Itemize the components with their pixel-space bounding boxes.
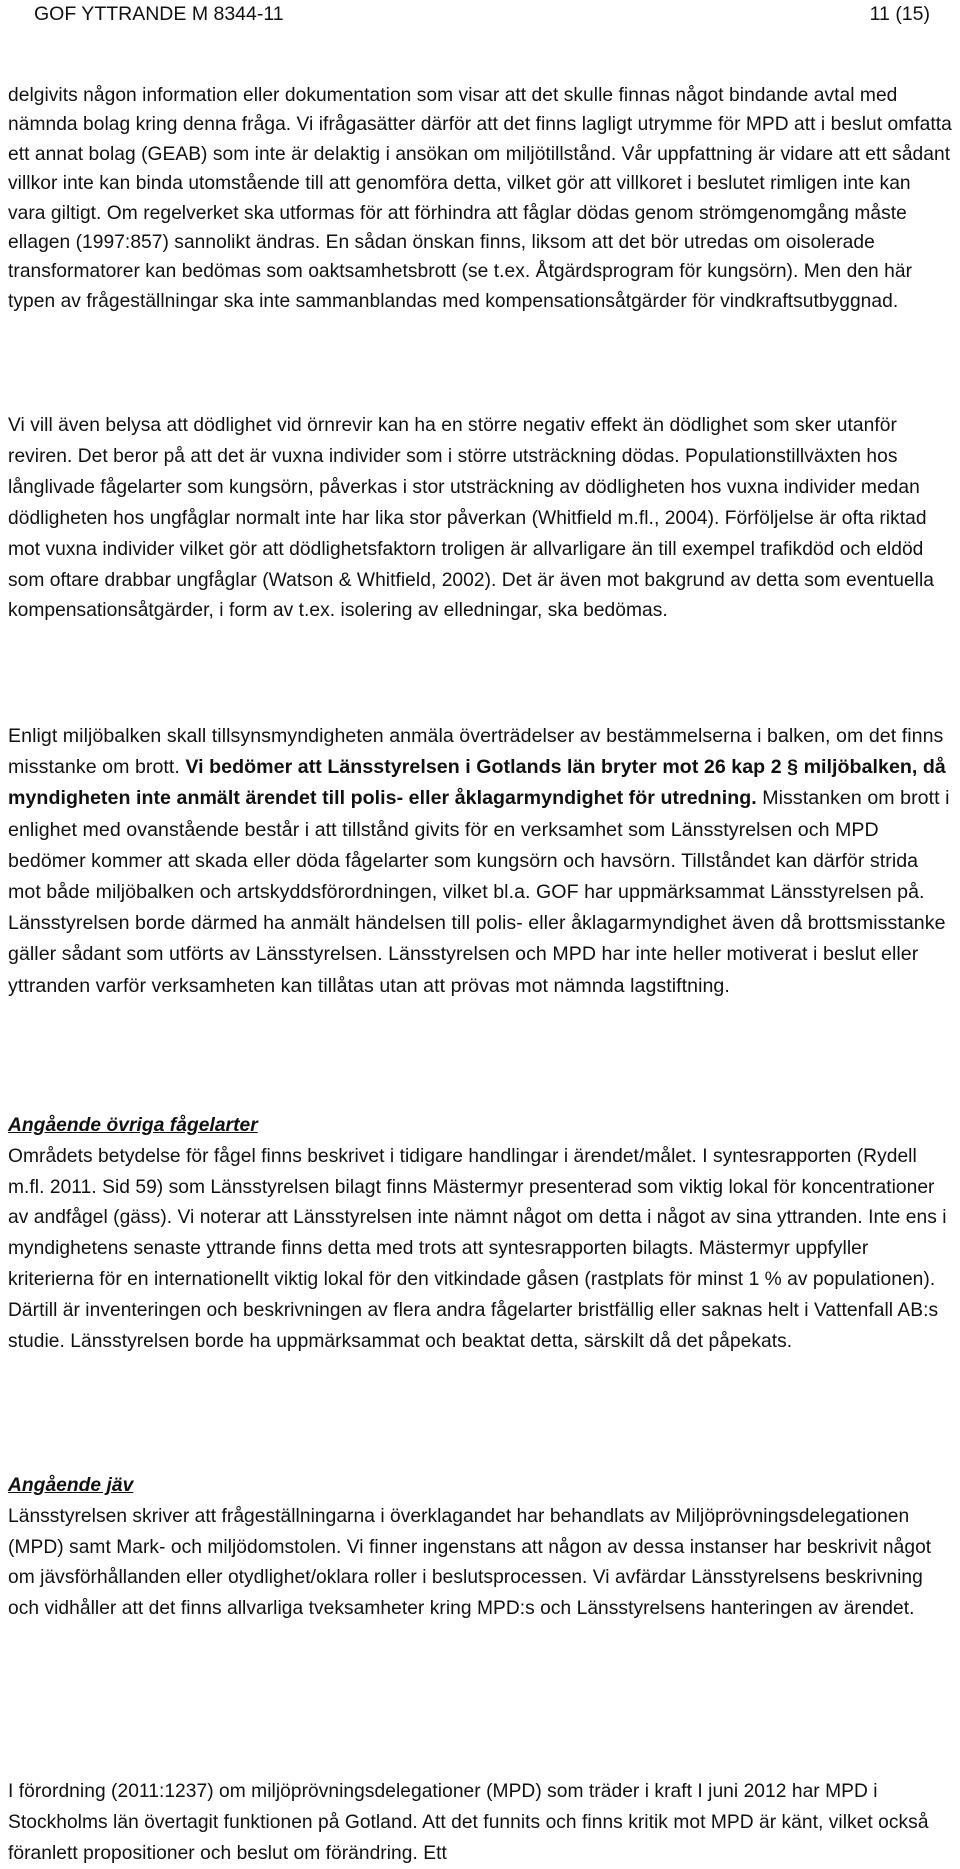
paragraph-5: Länsstyrelsen skriver att frågeställningarna i överklagandet har behandlats av Miljöprövningsdelegationen (MPD) samt Mark- och miljödomstolen. Vi finner ingenstans att någon av dessa instanser har beskrivit något om jävsförhållanden eller otydlighet/oklara roller i beslutsprocessen. Vi avfärdar Länsstyrelsens beskrivning och vidhåller att det finns allvarliga tveksamheter kring MPD:s och Länsstyrelsens hanteringen av ärendet. (8, 1505, 932, 1620)
page-header (26, 0, 930, 28)
paragraph-6: I förordning (2011:1237) om miljöprövningsdelegationer (MPD) som träder i kraft I juni 2012 har MPD i Stockholms län övertagit funktionen på Gotland. Att det funnits och finns kritik mot MPD är känt, vilket också föranlett propositioner och beslut om förändring. Ett (8, 1781, 929, 1864)
paragraph-3-end: Misstanken om brott i enlighet med ovanstående består i att tillstånd givits för en verksamhet som Länsstyrelsen och MPD bedömer kommer att skada eller döda fågelarter som kungsörn och havsörn. Tillståndet kan därför strida mot både miljöbalken och artskyddsförordningen, vilket bl.a. GOF har uppmärksammat Länsstyrelsen på. Länsstyrelsen borde därmed ha anmält händelsen till polis- eller åklagarmyndighet även då brottsmisstanke gäller sådant som utförts av Länsstyrelsen. Länsstyrelsen och MPD har inte heller motiverat i beslut eller yttranden varför verksamheten kan tillåtas utan att prövas mot nämnda lagstiftning. (8, 787, 950, 997)
paragraph-3 (8, 721, 952, 1002)
paragraph-3-start: Enligt miljöbalken skall tillsynsmyndigheten anmäla överträdelser av bestämmelserna i balken, om det finns misstanke om brott. (8, 725, 944, 779)
paragraph-3-bold-statement: Vi bedömer att Länsstyrelsen i Gotlands län bryter mot 26 kap 2 § miljöbalken, då myndigheten inte anmält ärendet till polis- eller åklagarmyndighet för utredning. (8, 756, 946, 810)
page-number: 11 (15) (869, 3, 930, 25)
paragraph-1: delgivits någon information eller dokumentation som visar att det skulle finnas något bindande avtal med nämnda bolag kring denna fråga. Vi ifrågasätter därför att det finns lagligt utrymme för MPD att i beslut omfatta ett annat bolag (GEAB) som inte är delaktig i ansökan om miljötillstånd. Vår uppfattning är vidare att ett sådant villkor inte kan binda utomstående till att genomföra detta, vilket gör att villkoret i beslutet rimligen inte kan vara giltigt. Om regelverket ska utformas för att förhindra att fåglar dödas genom strömgenomgång måste ellagen (1997:857) sannolikt ändras. En sådan önskan finns, liksom att det bör utredas om oisolerade transformatorer kan bedömas som oaktsamhetsbrott (se t.ex. Åtgärdsprogram för kungsörn). Men den här typen av frågeställningar ska inte sammanblandas med kompensationsåtgärder för vindkraftsutbyggnad. (8, 85, 952, 312)
section-jav (8, 1471, 952, 1625)
paragraph-2: Vi vill även belysa att dödlighet vid örnrevir kan ha en större negativ effekt än dödlighet som sker utanför reviren. Det beror på att det är vuxna individer som i större utsträckning dödas. Populationstillväxten hos långlivade fågelarter som kungsörn, påverkas i stor utsträckning av dödligheten hos vuxna individer medan dödligheten hos ungfåglar normalt inte har lika stor påverkan (Whitfield m.fl., 2004). Förföljelse är ofta riktad mot vuxna individer vilket gör att dödlighetsfaktorn troligen är allvarligare än till exempel trafikdöd och eldöd som oftare drabbar ungfåglar (Watson & Whitfield, 2002). Det är även mot bakgrund av detta som eventuella kompensationsåtgärder, i form av t.ex. isolering av elledningar, ska bedömas. (8, 415, 935, 622)
section-other-bird-species (8, 1111, 952, 1357)
document-title: GOF YTTRANDE M 8344-11 (34, 3, 284, 25)
paragraph-4: Områdets betydelse för fågel finns beskrivet i tidigare handlingar i ärendet/målet. I syntesrapporten (Rydell m.fl. 2011. Sid 59) som Länsstyrelsen bilagt finns Mästermyr presenterad som viktig lokal för koncentrationer av andfågel (gäss). Vi noterar att Länsstyrelsen inte nämnt något om detta i något av sina yttranden. Inte ens i myndighetens senaste yttrande finns detta med trots att syntesrapporten bilagts. Mästermyr uppfyller kriterierna för en internationellt viktig lokal för den vitkindade gåsen (rastplats för minst 1 % av populationen). Därtill är inventeringen och beskrivningen av flera andra fågelarter bristfällig eller saknas helt i Vattenfall AB:s studie. Länsstyrelsen borde ha uppmärksammat och beaktat detta, särskilt då det påpekats. (8, 1145, 947, 1352)
heading-other-bird-species: Angående övriga fågelarter (8, 1115, 258, 1136)
heading-jav: Angående jäv (8, 1475, 134, 1496)
